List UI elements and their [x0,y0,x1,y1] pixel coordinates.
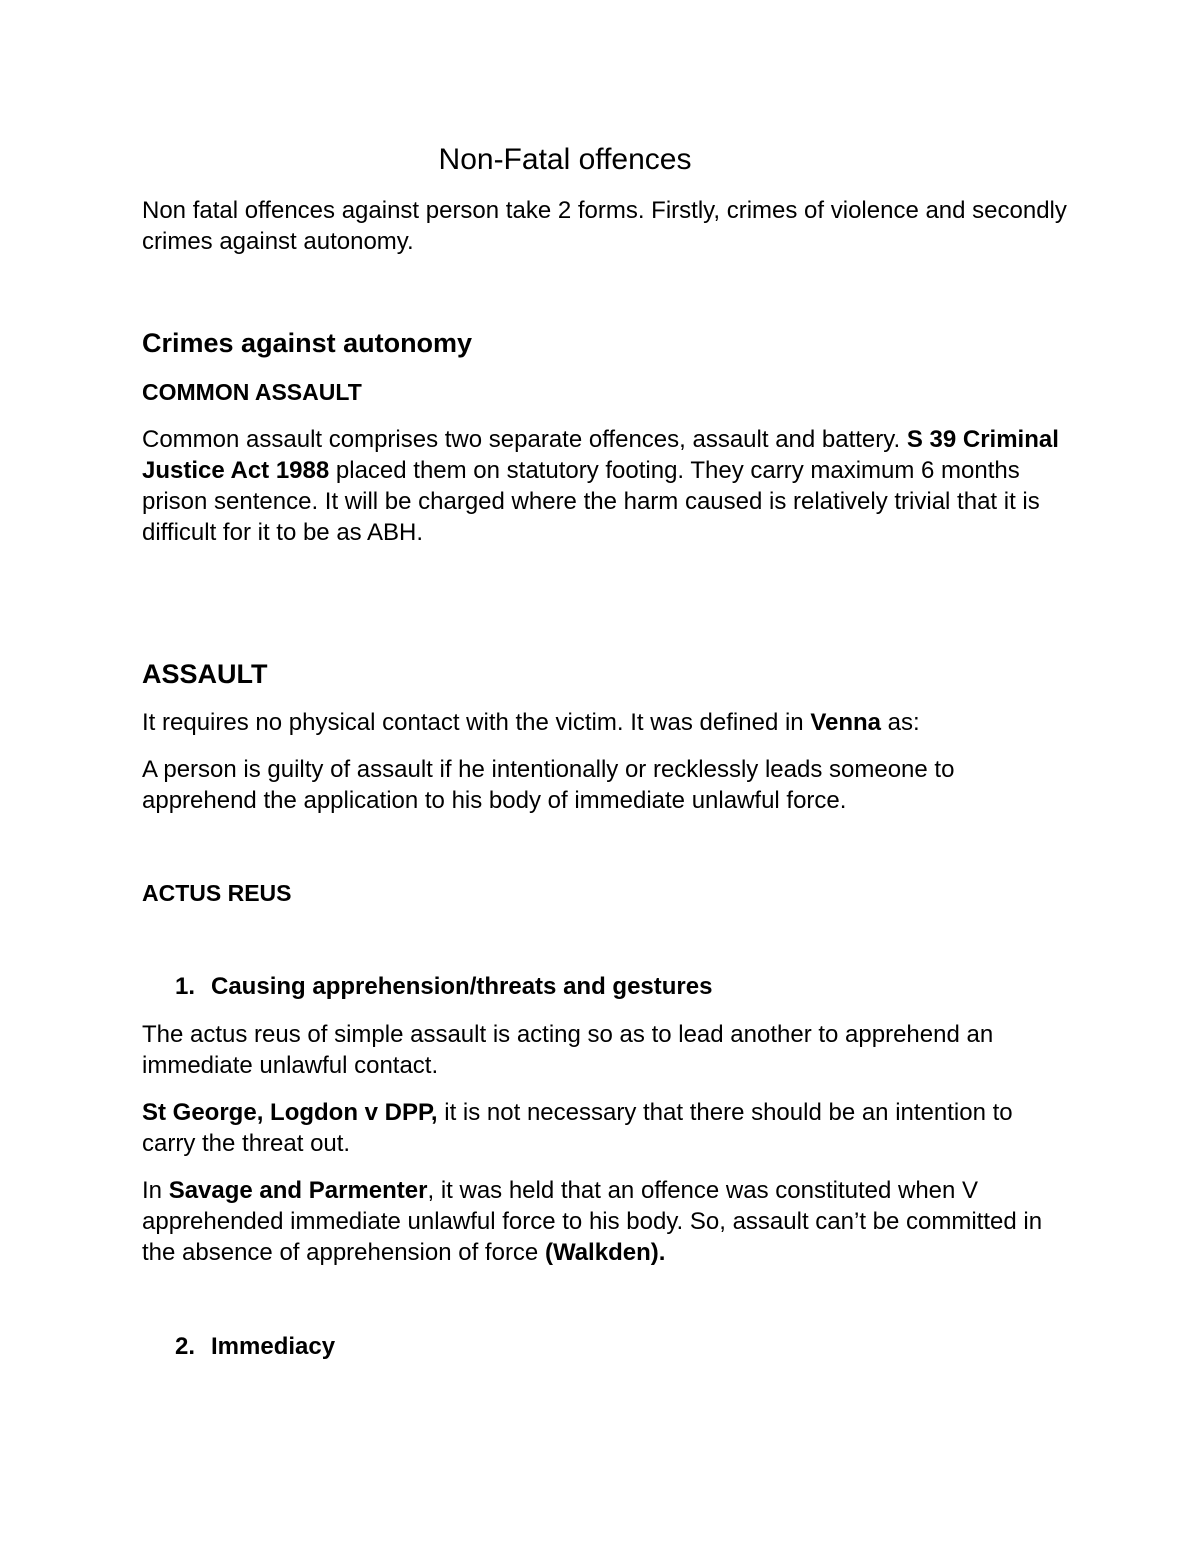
common-assault-text-2: placed them on statutory footing. They carry maximum 6 months prison sentence. It will be charged where the harm caused is relatively trivial that it is difficult for it to be as ABH. [142,457,1040,546]
list-number: 1. [175,973,196,1000]
case-st-george: St George, Logdon v DPP, [142,1099,438,1126]
statute-reference: S 39 Criminal Justice Act 1988 [142,426,1059,484]
intro-paragraph: Non fatal offences against person take 2 forms. Firstly, crimes of violence and secondly crimes against autonomy. [142,197,1067,255]
list-item-immediacy [175,1331,1105,1362]
list-item-causing-apprehension [175,971,1105,1002]
assault-text-2: as: [881,709,920,736]
case-venna: Venna [810,709,882,736]
paragraph-2-text: it is not necessary that there should be an intention to carry the threat out. [142,1099,1013,1157]
actus-reus-paragraph-2 [142,1097,1072,1159]
actus-reus-paragraph-1: The actus reus of simple assault is acting so as to lead another to apprehend an immediate unlawful contact. [142,1021,994,1079]
assault-definition: A person is guilty of assault if he intentionally or recklessly leads someone to apprehend the application to his body of immediate unlawful force. [142,756,955,814]
heading-common-assault: COMMON ASSAULT [142,379,362,405]
list-item-label: Causing apprehension/threats and gestures [211,973,713,1000]
page-title: Non-Fatal offences [438,143,692,176]
actus-reus-paragraph-3 [142,1175,1072,1268]
section-heading-crimes-against-autonomy: Crimes against autonomy [142,328,473,358]
common-assault-text-1: Common assault comprises two separate offences, assault and battery. [142,426,907,453]
common-assault-paragraph [142,424,1072,548]
assault-paragraph [142,707,1072,738]
paragraph-3-text-a: In [142,1177,169,1204]
assault-text-1: It requires no physical contact with the victim. It was defined in [142,709,811,736]
case-walkden: (Walkden). [544,1239,666,1266]
list-item-label: Immediacy [211,1333,336,1360]
list-number: 2. [175,1333,196,1360]
paragraph-3-text-b: , it was held that an offence was constituted when V apprehended immediate unlawful force to his body. So, assault can’t be committed in the absence of apprehension of force [142,1177,1043,1266]
heading-assault: ASSAULT [142,659,268,689]
heading-actus-reus: ACTUS REUS [142,880,292,906]
case-savage-parmenter: Savage and Parmenter [168,1177,428,1204]
